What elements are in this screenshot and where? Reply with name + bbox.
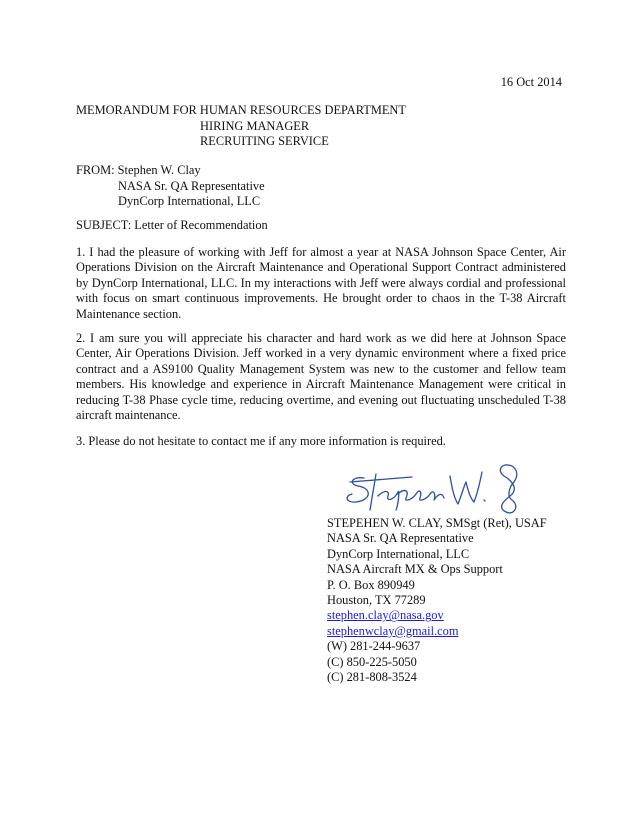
paragraph-3: 3. Please do not hesitate to contact me if any more information is required.	[76, 434, 446, 448]
signer-po-box: P. O. Box 890949	[327, 577, 415, 592]
signer-city: Houston, TX 77289	[327, 593, 426, 608]
subject-line: SUBJECT: Letter of Recommendation	[76, 218, 268, 232]
phone-work: (W) 281-244-9637	[327, 639, 421, 654]
memorandum-line-2: HIRING MANAGER	[200, 118, 310, 133]
phone-cell-2: (C) 281-808-3524	[327, 670, 417, 685]
signature-stroke-dot	[484, 500, 485, 501]
signature-stroke-ephen	[378, 491, 444, 510]
paragraph-2: 2. I am sure you will appreciate his character and hard work as we did here at Johnson Space Center, Air Operations Division. Jeff worked in a very dynamic environment where a fixed price contract and a AS9100 Quality Management System was new to the customer and fellow team members. His knowledge and experience in Aircraft Maintenance Management were critical in reducing T-38 Phase cycle time, reducing overtime, and evening out fluctuating unscheduled T-38 aircraft maintenance.	[76, 331, 566, 423]
from-line-2: NASA Sr. QA Representative	[118, 178, 265, 193]
memorandum-line-3: RECRUITING SERVICE	[200, 134, 329, 148]
signature-stroke-t	[350, 474, 412, 510]
from-line-1: FROM: Stephen W. Clay	[76, 163, 201, 177]
paragraph-1: 1. I had the pleasure of working with Jeff for almost a year at NASA Johnson Space Center, Air Operations Division on the Aircraft Maintenance and Operational Support Contract administered by DynCorp International, LLC. In my interactions with Jeff were always cordial and professional with focus on smart continuous improvements. He brought order to chaos in the T-38 Aircraft Maintenance section.	[76, 245, 566, 321]
signer-name: STEPEHEN W. CLAY, SMSgt (Ret), USAF	[327, 516, 547, 530]
handwritten-signature	[342, 460, 532, 518]
email-link-nasa[interactable]: stephen.clay@nasa.gov	[327, 608, 444, 623]
signature-stroke-w	[450, 472, 482, 504]
signer-title: NASA Sr. QA Representative	[327, 531, 474, 546]
memorandum-line-1: MEMORANDUM FOR HUMAN RESOURCES DEPARTMENT	[76, 103, 406, 117]
from-line-3: DynCorp International, LLC	[118, 194, 261, 208]
memorandum-header	[76, 103, 406, 150]
signature-stroke-c	[500, 465, 516, 513]
signature-block	[327, 516, 547, 685]
phone-cell-1: (C) 850-225-5050	[327, 654, 417, 669]
letter-date: 16 Oct 2014	[500, 75, 562, 89]
signer-department: NASA Aircraft MX & Ops Support	[327, 562, 503, 577]
email-link-gmail[interactable]: stephenwclay@gmail.com	[327, 623, 459, 638]
from-block	[76, 163, 265, 210]
signer-company: DynCorp International, LLC	[327, 546, 470, 561]
